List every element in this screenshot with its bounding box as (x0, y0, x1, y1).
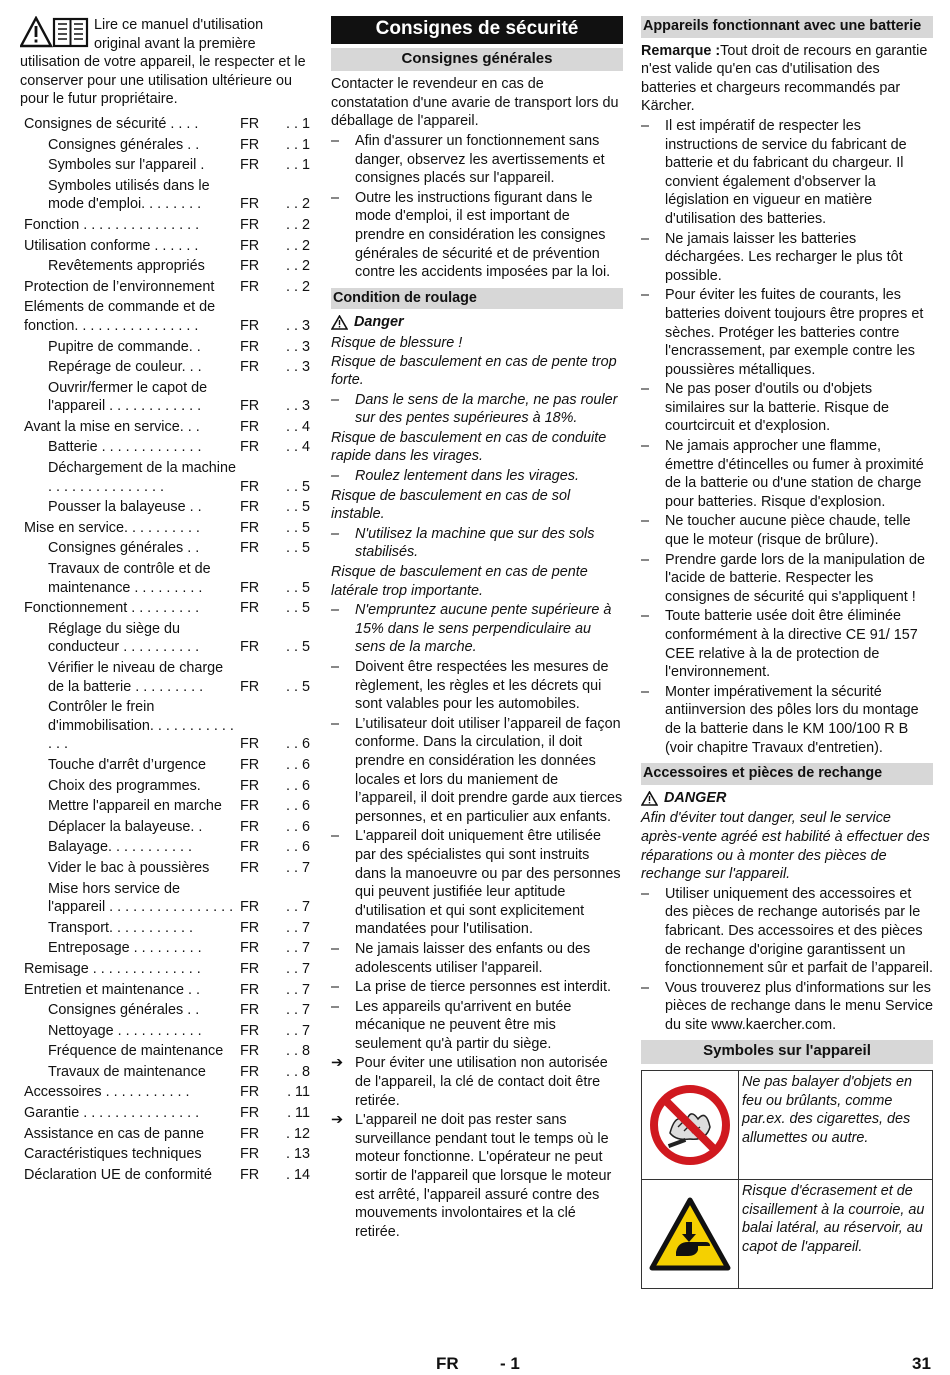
toc-language: FR (240, 839, 260, 856)
arrow-icon: ➔ (331, 1055, 344, 1072)
dash-bullet: – (331, 979, 340, 996)
toc-title: Batterie . . . . . . . . . . . . . (48, 439, 202, 456)
toc-page: . . 5 (286, 519, 310, 536)
toc-page: . 11 (287, 1084, 310, 1101)
toc-language: FR (240, 600, 260, 617)
remark-text: Tout droit de recours en garantie n'est valide qu'en cas d'utilisation des batteries et chargeurs recommandés par Kärcher. (641, 42, 928, 115)
list-item (331, 827, 623, 939)
toc-entry[interactable] (20, 919, 310, 938)
toc-entry[interactable] (20, 620, 310, 657)
list-item-text: Ne jamais laisser des enfants ou des adolescents utiliser l'appareil. (355, 940, 591, 976)
toc-title: Pousser la balayeuse . . (48, 499, 202, 516)
toc-title: Mise en service. . . . . . . . . . (24, 519, 200, 536)
list-item-text: Les appareils qu'arrivent en butée mécanique ne peuvent être mis seulement qu'à partir du siège. (355, 998, 572, 1052)
risk-text: Risque de blessure ! (331, 334, 463, 351)
bullet-list (331, 132, 623, 282)
toc-title: Protection de l’environnement (24, 278, 215, 295)
toc-title: Transport. . . . . . . . . . . (48, 919, 194, 936)
toc-title: Entretien et maintenance . . (24, 981, 200, 998)
toc-page: . . 3 (286, 317, 310, 334)
list-item: – Dans le sens de la marche, ne pas rouler sur des pentes supérieures à 18%. (331, 391, 618, 427)
toc-page: . . 7 (286, 1022, 310, 1039)
warning-icon (641, 791, 658, 806)
toc-entry[interactable] (20, 298, 310, 335)
no-burning-objects-icon (648, 1083, 732, 1167)
toc-entry[interactable] (20, 1166, 310, 1185)
toc-language: FR (240, 899, 260, 916)
toc-language: FR (240, 777, 260, 794)
symbol-row (642, 1071, 932, 1180)
list-item (331, 189, 623, 282)
toc-page: . . 2 (286, 258, 310, 275)
toc-entry[interactable] (20, 859, 310, 878)
toc-entry[interactable] (20, 338, 310, 357)
toc-page: . . 6 (286, 798, 310, 815)
toc-page: . . 7 (286, 960, 310, 977)
toc-entry[interactable] (20, 1104, 310, 1123)
safety-column (331, 16, 623, 1242)
list-item (641, 380, 933, 436)
toc-entry[interactable] (20, 560, 310, 597)
toc-entry[interactable] (20, 498, 310, 517)
toc-language: FR (240, 736, 260, 753)
toc-page: . . 5 (286, 639, 310, 656)
toc-entry[interactable] (20, 939, 310, 958)
list-item (331, 1054, 623, 1110)
toc-entry[interactable] (20, 177, 310, 214)
danger-description: Afin d'éviter tout danger, seul le service après-vente agréé est habilité à effectuer des réparations ou à monter des pièces de rechange sur l'appareil. (641, 810, 930, 883)
subsection-driving: Condition de roulage (331, 288, 623, 310)
arrow-list (331, 1054, 623, 1241)
toc-language: FR (240, 1166, 260, 1183)
toc-title: Consignes générales . . (48, 540, 200, 557)
list-item (331, 715, 623, 827)
toc-title: Caractéristiques techniques (24, 1146, 202, 1163)
toc-entry[interactable] (20, 756, 310, 775)
toc-language: FR (240, 859, 260, 876)
toc-language: FR (240, 338, 260, 355)
toc-title: Garantie . . . . . . . . . . . . . . . (24, 1105, 200, 1122)
symbol-table (641, 1070, 933, 1289)
list-item (331, 1111, 623, 1241)
list-item (641, 512, 933, 549)
toc-entry[interactable] (20, 216, 310, 235)
toc-entry[interactable] (20, 960, 310, 979)
toc-title: Déchargement de la machine . . . . . . . . . . . . . . . (48, 460, 236, 495)
dash-bullet: – (331, 940, 340, 957)
toc-title: Fréquence de maintenance (48, 1043, 224, 1060)
list-item-text: Pour éviter une utilisation non autorisée de l'appareil, la clé de contact doit être retirée. (355, 1055, 608, 1109)
dash-bullet: – (641, 885, 650, 902)
list-item: – N'utilisez la machine que sur des sols stabilisés. (331, 525, 595, 561)
toc-language: FR (240, 237, 260, 254)
toc-language: FR (240, 818, 260, 835)
list-item (641, 979, 933, 1035)
list-item-text: Ne pas poser d'outils ou d'objets similaires sur la batterie. Risque de courtcircuit et d'explosion. (665, 381, 889, 435)
dash-bullet: – (641, 513, 650, 530)
toc-entry[interactable] (20, 438, 310, 457)
toc-entry[interactable] (20, 981, 310, 1000)
toc-language: FR (240, 115, 260, 132)
toc-title: Contrôler le frein d'immobilisation. . . . . . . . . . . . . . (48, 699, 234, 753)
toc-language: FR (240, 579, 260, 596)
list-item (331, 132, 623, 188)
table-of-contents (20, 115, 310, 1184)
list-item (641, 437, 933, 511)
symbol-description: Ne pas balayer d'objets en feu ou brûlants, comme par.ex. des cigarettes, des allumettes ou autre. (742, 1074, 912, 1146)
toc-title: Consignes générales . . (48, 136, 200, 153)
toc-entry[interactable] (20, 156, 310, 175)
footer-page-number: 31 (912, 1354, 931, 1373)
toc-page: . . 7 (286, 899, 310, 916)
toc-title: Choix des programmes. (48, 777, 201, 794)
toc-language: FR (240, 519, 260, 536)
intro-text: Lire ce manuel d'utilisation original avant la première utilisation de votre appareil, le respecter et le conserver pour une utilisation ultérieure ou pour le futur propriétaire. (20, 17, 306, 108)
toc-entry[interactable] (20, 115, 310, 134)
toc-entry[interactable] (20, 257, 310, 276)
toc-language: FR (240, 1084, 260, 1101)
list-item-text: Pour éviter les fuites de courants, les batteries doivent toujours être propres et sèches. Protéger les batteries contre l'encrassement, par exemple contre les poussières métalliques. (665, 287, 924, 378)
symbol-row (642, 1180, 932, 1288)
list-item-text: Vous trouverez plus d'informations sur les pièces de rechange dans le menu Service du site www.kaercher.com. (665, 979, 933, 1033)
toc-page: . 13 (285, 1146, 310, 1163)
toc-page: . . 5 (286, 540, 310, 557)
list-item-text: Monter impérativement la sécurité antiinversion des pôles lors du montage de la batterie dans le KM 100/100 R B (voir chapitre Travaux d'entretien). (665, 683, 919, 756)
danger-text: DANGER (664, 789, 727, 806)
list-item: – N'empruntez aucune pente supérieure à 15% dans le sens perpendiculaire au sens de la marche. (331, 602, 612, 656)
paragraph: Contacter le revendeur en cas de constatation d'une avarie de transport lors du déballage de l'appareil. (331, 76, 619, 130)
toc-title: Symboles sur l'appareil . (48, 157, 205, 174)
toc-entry[interactable] (20, 358, 310, 377)
footer-language: FR (436, 1354, 459, 1373)
toc-entry[interactable] (20, 797, 310, 816)
toc-entry[interactable] (20, 1145, 310, 1164)
toc-title: Repérage de couleur. . . (48, 359, 202, 376)
toc-page: . . 3 (286, 359, 310, 376)
toc-page: . . 6 (286, 839, 310, 856)
toc-title: Fonctionnement . . . . . . . . . (24, 600, 200, 617)
toc-title: Assistance en cas de panne (24, 1125, 205, 1142)
toc-title: Vider le bac à poussières (48, 859, 210, 876)
hand-crush-hazard-icon (648, 1196, 732, 1272)
risk-text: Risque de basculement en cas de sol instable. (331, 487, 571, 523)
dash-bullet: – (641, 551, 650, 568)
list-item-text: Toute batterie usée doit être éliminée conformément à la directive CE 91/ 157 CEE relative à la de protection de l'environnement. (665, 608, 918, 681)
list-item-text: Afin d'assurer un fonctionnement sans danger, observez les avertissements et consignes placés sur l'appareil. (355, 132, 605, 187)
dash-bullet: – (331, 189, 340, 206)
toc-page: . . 6 (286, 818, 310, 835)
remark-label: Remarque : (641, 42, 721, 59)
toc-title: Vérifier le niveau de charge de la batterie . . . . . . . . . (48, 660, 224, 695)
list-item-text: Doivent être respectées les mesures de règlement, les règles et les décrets qui sont valables pour les automobiles. (355, 659, 609, 713)
toc-entry[interactable] (20, 237, 310, 256)
list-item (331, 998, 623, 1054)
toc-entry[interactable] (20, 278, 310, 297)
toc-page: . . 2 (286, 216, 310, 233)
toc-title: Entreposage . . . . . . . . . (48, 940, 202, 957)
toc-title: Déplacer la balayeuse. . (48, 818, 203, 835)
toc-entry[interactable] (20, 418, 310, 437)
intro-block (20, 16, 310, 109)
toc-entry[interactable] (20, 838, 310, 857)
toc-title: Eléments de commande et de fonction. . . . . . . . . . . . . . . . (24, 299, 216, 334)
dash-bullet: – (641, 608, 650, 625)
toc-language: FR (240, 418, 260, 435)
dash-bullet: – (331, 828, 340, 845)
toc-page: . 14 (285, 1166, 310, 1183)
footer-local-page: - 1 (500, 1354, 520, 1373)
toc-entry[interactable] (20, 136, 310, 155)
toc-language: FR (240, 639, 260, 656)
symbol-description: Risque d'écrasement et de cisaillement à la courroie, au balai latéral, au réservoir, au capot de l'appareil. (742, 1183, 925, 1255)
toc-entry[interactable] (20, 1022, 310, 1041)
risk-text: Risque de basculement en cas de pente latérale trop importante. (331, 564, 588, 599)
dash-bullet: – (331, 715, 340, 732)
toc-page: . . 1 (286, 157, 310, 174)
toc-title: Accessoires . . . . . . . . . . . (24, 1084, 190, 1101)
bullet-list (641, 885, 933, 1035)
toc-title: Avant la mise en service. . . (24, 418, 200, 435)
list-item-text: Ne jamais approcher une flamme, émettre d'étincelles ou fumer à proximité de la batterie ou d'une station de charge pour batteries. Risque d'explosion. (665, 438, 924, 510)
toc-language: FR (240, 278, 260, 295)
toc-title: Mettre l'appareil en marche (48, 798, 222, 815)
dash-bullet: – (641, 438, 650, 455)
toc-page: . . 5 (286, 478, 310, 495)
list-item (641, 230, 933, 286)
toc-entry[interactable] (20, 1125, 310, 1144)
toc-title: Nettoyage . . . . . . . . . . . (48, 1022, 202, 1039)
toc-title: Consignes générales . . (48, 1002, 200, 1019)
toc-language: FR (240, 981, 260, 998)
toc-language: FR (240, 136, 260, 153)
dash-bullet: – (641, 287, 650, 304)
dash-bullet: – (331, 998, 340, 1015)
list-item-text: Prendre garde lors de la manipulation de l'acide de batterie. Respecter les consignes de sécurité qui s'appliquent ! (665, 551, 925, 605)
list-item (641, 607, 933, 681)
toc-page: . . 8 (286, 1043, 310, 1060)
toc-language: FR (240, 756, 260, 773)
warning-manual-icon (20, 16, 90, 50)
list-item (641, 551, 933, 607)
list-item (331, 940, 623, 977)
toc-entry[interactable] (20, 777, 310, 796)
dash-bullet: – (641, 230, 650, 247)
list-item (331, 978, 623, 997)
list-item-text: Outre les instructions figurant dans le mode d'emploi, il est important de prendre en considération les consignes générales de sécurité et de prévention contre les accidents imposées par la loi. (355, 189, 611, 281)
warning-icon (331, 315, 348, 330)
toc-page: . . 5 (286, 600, 310, 617)
list-item-text: L’utilisateur doit utiliser l’appareil de façon conforme. Dans la circulation, il doit prendre en considération les données locales et lors du maniement de l’appareil, il doit prendre garde aux tierces personnes, et en particulier aux enfants. (355, 715, 623, 825)
toc-language: FR (240, 1063, 260, 1080)
list-item (331, 658, 623, 714)
toc-title: Utilisation conforme . . . . . . (24, 237, 199, 254)
toc-page: . . 1 (286, 136, 310, 153)
toc-title: Mise hors service de l'appareil . . . . . . . . . . . . . . . . (48, 880, 234, 916)
toc-page: . . 6 (286, 777, 310, 794)
toc-page: . . 1 (286, 115, 310, 132)
section-title: Consignes de sécurité (331, 16, 623, 44)
toc-entry[interactable] (20, 659, 310, 696)
arrow-icon: ➔ (331, 1112, 344, 1129)
toc-title: Revêtements appropriés (48, 258, 205, 275)
toc-page: . . 7 (286, 1002, 310, 1019)
toc-title: Pupitre de commande. . (48, 338, 201, 355)
toc-entry[interactable] (20, 539, 310, 558)
risk-text: Risque de basculement en cas de pente trop forte. (331, 353, 617, 389)
risk-text: Risque de basculement en cas de conduite rapide dans les virages. (331, 429, 607, 465)
toc-page: . 11 (287, 1105, 310, 1122)
remark (641, 42, 933, 116)
dash-bullet: – (641, 683, 650, 700)
subsection-accessories: Accessoires et pièces de rechange (641, 763, 933, 785)
toc-language: FR (240, 317, 260, 334)
toc-page: . . 7 (286, 919, 310, 936)
subsection-battery: Appareils fonctionnant avec une batterie (641, 16, 933, 38)
list-item (641, 286, 933, 379)
dash-bullet: – (331, 132, 340, 149)
toc-language: FR (240, 1043, 260, 1060)
toc-entry[interactable] (20, 1083, 310, 1102)
dash-bullet: – (641, 381, 650, 398)
dash-bullet: – (641, 979, 650, 996)
list-item-text: L'appareil doit uniquement être utilisée par des spécialistes qui sont instruits dans la manoeuvre ou par des personnes qui peuvent justifiée leur aptitude d'utilisation et qui sont explicitement mandatées pour l'utilisation. (355, 828, 621, 938)
toc-language: FR (240, 499, 260, 516)
toc-language: FR (240, 258, 260, 275)
toc-language: FR (240, 678, 260, 695)
list-item-text: La prise de tierce personnes est interdit. (355, 979, 611, 996)
toc-entry[interactable] (20, 1001, 310, 1020)
toc-language: FR (240, 798, 260, 815)
toc-page: . . 4 (286, 418, 310, 435)
toc-language: FR (240, 216, 260, 233)
list-item-text: Il est impératif de respecter les instructions de service du fabricant de batterie et du fabricant du chargeur. Il convient également d'observer la législation en vigueur en matière d'utilisation des batteries. (665, 117, 907, 227)
toc-language: FR (240, 1146, 260, 1163)
toc-entry[interactable] (20, 698, 310, 754)
toc-page: . . 4 (286, 439, 310, 456)
battery-column (641, 16, 933, 1289)
dash-bullet: – (641, 117, 650, 134)
toc-title: Déclaration UE de conformité (24, 1166, 212, 1183)
toc-title: Travaux de contrôle et de maintenance . . . . . . . . . (48, 561, 211, 596)
toc-entry[interactable] (20, 880, 310, 917)
danger-text: Danger (354, 314, 404, 331)
toc-page: . . 6 (286, 756, 310, 773)
toc-page: . . 8 (286, 1063, 310, 1080)
toc-language: FR (240, 478, 260, 495)
toc-entry[interactable] (20, 519, 310, 538)
toc-title: Balayage. . . . . . . . . . . (48, 839, 192, 856)
toc-language: FR (240, 1105, 260, 1122)
toc-page: . 12 (285, 1125, 310, 1142)
toc-page: . . 3 (286, 398, 310, 415)
toc-page: . . 5 (286, 678, 310, 695)
toc-title: Consignes de sécurité . . . . (24, 115, 199, 132)
toc-page: . . 2 (286, 278, 310, 295)
toc-entry[interactable] (20, 379, 310, 416)
toc-entry[interactable] (20, 459, 310, 496)
toc-title: Remisage . . . . . . . . . . . . . . (24, 960, 201, 977)
toc-language: FR (240, 196, 260, 213)
toc-language: FR (240, 1022, 260, 1039)
toc-title: Fonction . . . . . . . . . . . . . . . (24, 216, 200, 233)
toc-page: . . 7 (286, 940, 310, 957)
list-item: – Roulez lentement dans les virages. (331, 468, 579, 485)
toc-page: . . 5 (286, 499, 310, 516)
bullet-list (331, 658, 623, 1053)
toc-language: FR (240, 940, 260, 957)
toc-entry[interactable] (20, 599, 310, 618)
toc-language: FR (240, 1125, 260, 1142)
bullet-list (641, 117, 933, 757)
toc-language: FR (240, 540, 260, 557)
toc-language: FR (240, 398, 260, 415)
toc-page: . . 7 (286, 981, 310, 998)
toc-page: . . 5 (286, 579, 310, 596)
toc-title: Réglage du siège du conducteur . . . . . . . . . . (48, 620, 200, 656)
list-item-text: L'appareil ne doit pas rester sans surveillance pendant tout le temps où le moteur fonctionne. L'opérateur ne peut sortir de l'appareil que lorsque le moteur est arrêté, l'appareil assuré contre des mouvements involontaires et la clé retirée. (355, 1112, 612, 1240)
toc-language: FR (240, 359, 260, 376)
toc-title: Symboles utilisés dans le mode d'emploi. . . . . . . . (48, 177, 210, 213)
subsection-symbols: Symboles sur l'appareil (641, 1040, 933, 1064)
list-item (641, 885, 933, 978)
dash-bullet: – (331, 659, 340, 675)
list-item-text: Utiliser uniquement des accessoires et des pièces de rechange autorisés par le fabricant. Des accessoires et des pièces de rechange d'origine garantissent un fonctionnement sûr et parfait de l’appareil. (665, 885, 933, 977)
toc-page: . . 2 (286, 237, 310, 254)
toc-language: FR (240, 1002, 260, 1019)
toc-title: Ouvrir/fermer le capot de l'appareil . . . . . . . . . . . . (48, 379, 208, 415)
toc-page: . . 2 (286, 196, 310, 213)
toc-language: FR (240, 960, 260, 977)
toc-entry[interactable] (20, 1042, 310, 1061)
toc-page: . . 7 (286, 859, 310, 876)
toc-title: Travaux de maintenance (48, 1063, 206, 1080)
list-item (641, 683, 933, 757)
toc-entry[interactable] (20, 818, 310, 837)
list-item-text: Ne toucher aucune pièce chaude, telle que le moteur (risque de brûlure). (665, 513, 911, 549)
toc-language: FR (240, 919, 260, 936)
danger-label (641, 789, 933, 808)
list-item (641, 117, 933, 229)
toc-title: Touche d'arrêt d’urgence (48, 756, 206, 773)
toc-language: FR (240, 157, 260, 174)
toc-entry[interactable] (20, 1063, 310, 1082)
toc-page: . . 3 (286, 338, 310, 355)
list-item-text: Ne jamais laisser les batteries déchargées. Les recharger le plus tôt possible. (665, 230, 903, 284)
toc-column (20, 16, 310, 1184)
toc-language: FR (240, 439, 260, 456)
danger-label (331, 313, 623, 332)
toc-page: . . 6 (286, 736, 310, 753)
subsection-general: Consignes générales (331, 48, 623, 72)
